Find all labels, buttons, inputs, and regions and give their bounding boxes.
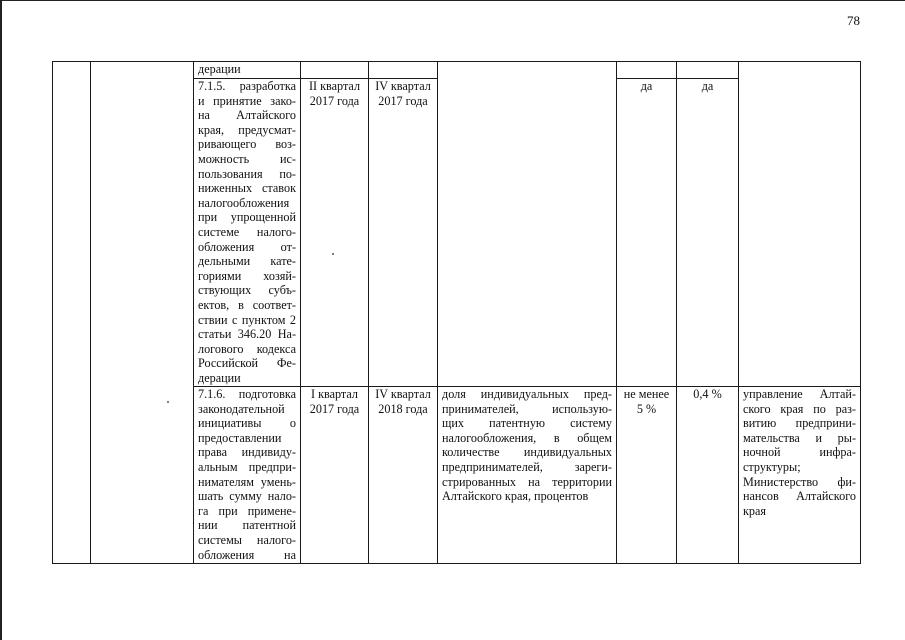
end-quarter: IV квартал bbox=[375, 79, 431, 93]
scan-edge-left bbox=[0, 0, 2, 640]
plan-value: не менее bbox=[623, 387, 670, 401]
fact-cell bbox=[677, 387, 739, 564]
task-text-line: дерации bbox=[198, 62, 241, 76]
start-cell bbox=[301, 387, 369, 564]
task-text-line: предоставлении bbox=[198, 430, 282, 445]
task-text-line: обложения на bbox=[198, 547, 296, 562]
goal-cell bbox=[91, 62, 194, 564]
executor-text-line: структуры; bbox=[743, 459, 801, 474]
executor-cell bbox=[739, 62, 861, 387]
end-year: 2017 года bbox=[378, 93, 428, 108]
task-text-line: логового кодекса bbox=[198, 341, 296, 356]
plan-cell bbox=[617, 62, 677, 79]
task-text-line: права индивиду- bbox=[198, 445, 296, 460]
task-text-line: на Алтайского bbox=[198, 108, 296, 123]
start-quarter: I квартал bbox=[310, 387, 359, 401]
plan-cell bbox=[617, 387, 677, 564]
task-text-line: ектов, в соответ- bbox=[198, 297, 296, 312]
indicator-text-line: принимателей, использую- bbox=[442, 401, 612, 416]
task-text-line: ствии с пунктом 2 bbox=[198, 312, 296, 327]
task-text-line: инициативы о bbox=[198, 416, 296, 431]
task-text-line: системе налого- bbox=[198, 224, 296, 239]
executor-text-line: нансов Алтайского bbox=[743, 489, 856, 504]
number-cell bbox=[53, 62, 91, 564]
task-text-line: альным предпри- bbox=[198, 459, 296, 474]
indicator-cell bbox=[438, 62, 617, 387]
task-text-line: гориями хозяй- bbox=[198, 268, 296, 283]
indicator-text-line: щих патентную систему bbox=[442, 416, 612, 431]
executor-text-line: края bbox=[743, 503, 767, 518]
indicator-cell bbox=[438, 387, 617, 564]
task-text-line: края, предусмат- bbox=[198, 122, 296, 137]
task-text-line: нимателям умень- bbox=[198, 474, 296, 489]
task-cell bbox=[194, 387, 301, 564]
indicator-text-line: количестве индивидуальных bbox=[442, 445, 612, 460]
end-cell bbox=[369, 387, 438, 564]
plan-value: 5 % bbox=[636, 401, 657, 416]
task-text-line: законодательной bbox=[198, 401, 285, 416]
start-cell bbox=[301, 62, 369, 79]
scan-edge-top bbox=[0, 0, 905, 1]
task-cell bbox=[194, 79, 301, 387]
end-year: 2018 года bbox=[378, 401, 428, 416]
end-quarter: IV квартал bbox=[375, 387, 431, 401]
scan-speck bbox=[167, 401, 169, 403]
task-text-line: обложения от- bbox=[198, 239, 296, 254]
fact-cell bbox=[677, 62, 739, 79]
page-number: 78 bbox=[847, 13, 860, 28]
scan-speck bbox=[332, 253, 334, 255]
start-year: 2017 года bbox=[309, 401, 360, 416]
task-cell bbox=[194, 62, 301, 79]
indicator-text-line: налогообложения, в общем bbox=[442, 430, 612, 445]
start-cell bbox=[301, 79, 369, 387]
fact-value: 0,4 % bbox=[693, 387, 722, 401]
executor-text-line: ского края по раз- bbox=[743, 401, 856, 416]
task-text-line: статьи 346.20 На- bbox=[198, 327, 296, 342]
executor-text-line: мательства и ры- bbox=[743, 430, 856, 445]
task-text-line: пользования по- bbox=[198, 166, 296, 181]
plan-cell bbox=[617, 79, 677, 387]
start-quarter: II квартал bbox=[308, 79, 361, 93]
task-text-line: дельными кате- bbox=[198, 254, 296, 269]
indicator-text-line: Алтайского края, процентов bbox=[442, 489, 589, 504]
task-text-line: системы налого- bbox=[198, 532, 296, 547]
indicator-text-line: стрированных на территории bbox=[442, 474, 612, 489]
executor-text-line: витию предприни- bbox=[743, 416, 856, 431]
executor-text-line: управление Алтай- bbox=[743, 387, 856, 401]
executor-cell bbox=[739, 387, 861, 564]
task-text-line: и принятие зако- bbox=[198, 93, 296, 108]
task-text-line: Российской Фе- bbox=[198, 356, 296, 371]
fact-value: да bbox=[701, 79, 714, 93]
executor-text-line: ночной инфра- bbox=[743, 445, 856, 460]
task-text-line: шать сумму нало- bbox=[198, 489, 296, 504]
task-text-line: налогообложения bbox=[198, 195, 290, 210]
end-cell bbox=[369, 62, 438, 79]
task-text-line: 7.1.5. разработка bbox=[198, 79, 296, 93]
task-text-line: дерации bbox=[198, 370, 241, 385]
task-text-line: 7.1.6. подготовка bbox=[198, 387, 296, 401]
task-text-line: га при примене- bbox=[198, 503, 296, 518]
executor-text-line: Министерство фи- bbox=[743, 474, 856, 489]
table-row bbox=[53, 62, 861, 79]
indicator-text-line: доля индивидуальных пред- bbox=[442, 387, 612, 401]
program-measures-table bbox=[52, 61, 861, 564]
plan-value: да bbox=[640, 79, 653, 93]
task-text-line: ниженных ставок bbox=[198, 181, 296, 196]
task-text-line: можность ис- bbox=[198, 151, 296, 166]
task-text-line: нии патентной bbox=[198, 518, 296, 533]
task-text-line: при упрощенной bbox=[198, 210, 296, 225]
fact-cell bbox=[677, 79, 739, 387]
task-text-line: ривающего воз- bbox=[198, 137, 296, 152]
end-cell bbox=[369, 79, 438, 387]
indicator-text-line: предпринимателей, зареги- bbox=[442, 459, 612, 474]
start-year: 2017 года bbox=[309, 93, 360, 108]
task-text-line: ствующих субъ- bbox=[198, 283, 296, 298]
